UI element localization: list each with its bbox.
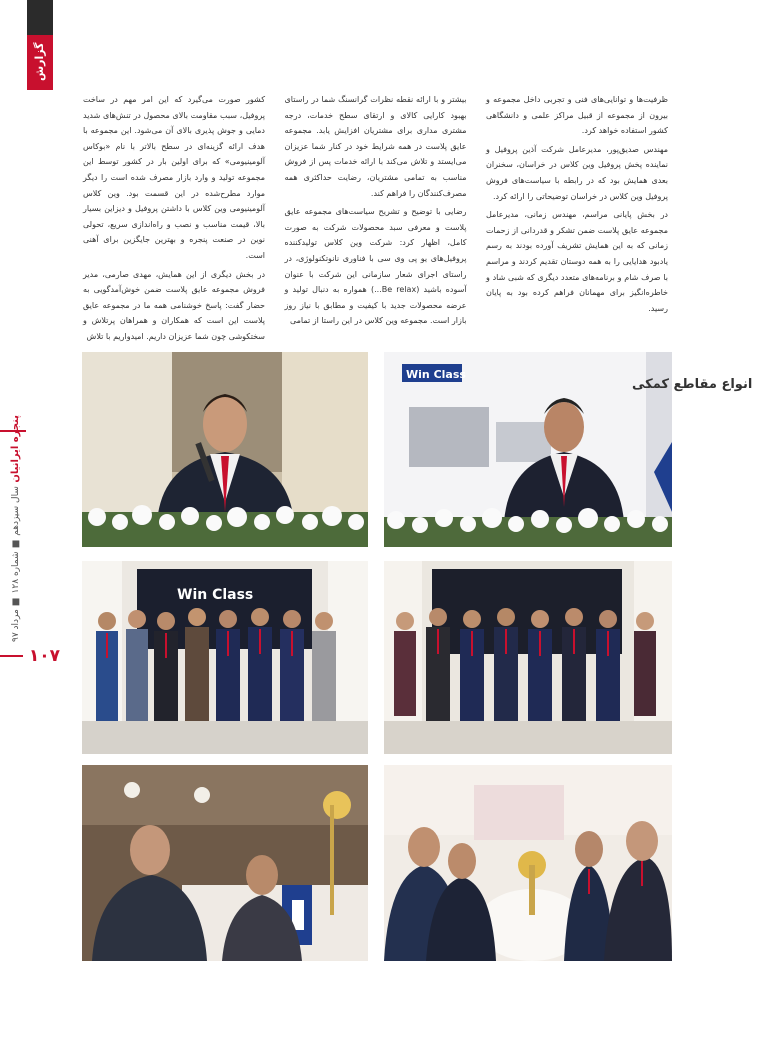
photo-group-left (82, 561, 368, 754)
photo-dinner-right (384, 765, 672, 961)
photo-speaker-left (82, 352, 368, 547)
page-number-bar (0, 655, 23, 657)
paragraph: ظرفیت‌ها و توانایی‌های فنی و تجربی داخل مجموعه و بیرون از مجموعه از قبیل مراکز علمی و دانشگاهی کشور استفاده خواهد کرد. (486, 95, 668, 136)
section-label: گزارش (33, 42, 46, 82)
photo-group-right (384, 561, 672, 754)
page-number: ۱۰۷ (28, 646, 60, 666)
banner-title: انواع مقاطع کمکی (632, 377, 753, 392)
paragraph: کشور صورت می‌گیرد که این امر مهم در ساخت پروفیل، سبب مقاومت بالای محصول در تنش‌های شدید دمایی و جوش ‌پذیری بالای آن می‌شود. این مجموعه با هدف ارائه گزینه‌ای در سطح بالاتر با نام «بوکاس آلومینیومی» که برای اولین بار در کشور توسط این مجموعه تولید و وارد بازار مصرف شده است را دیگر موارد مطرح‌شده در این قسمت بود. وین کلاس آلومینیومی وین کلاس با داشتن پروفیل و دیزاین بسیار بالا، قیمت مناسب و نصب و راه‌اندازی سریع، تحولی نوین در صنعت پنجره و بهترین جایگزین برای آهنی است. (83, 95, 265, 260)
paragraph: مهندس صدیق‌پور، مدیرعامل شرکت آذین پروفیل و نماینده پخش پروفیل وین کلاس در خراسان، سخنران بعدی همایش بود که در رابطه با سیاست‌های فروش پروفیل وین کلاس در خراسان توضیحاتی را ارائه کرد. (486, 144, 668, 201)
paragraph: در بخش پایانی مراسم، مهندس زمانی، مدیرعامل مجموعه عایق پلاست ضمن تشکر و قدردانی از زحمات زمانی که به این همایش تشریف آورده بودند به رسم یادبود هدایایی را به همه دوستان تقدیم کردند و مراسم با صرف شام و برنامه‌های متعدد دیگری که شبی شاد و خاطره‌انگیز برای مهمانان فراهم کرده بود به پایان رسید. (486, 210, 668, 313)
paragraph: بیشتر و با ارائه نقطه نظرات گرانسنگ شما در راستای بهبود کارایی کالای و ارتقای سطح خدمات، درجه مشتری مداری برای مشتریان افزایش یابد. مجموعه عایق پلاست در همه شرایط خود در کنار شما عزیزان می‌ایستد و تلاش می‌کند با ارائه خدمات پس از فروش مناسب به تمامی مشتریان، رضایت حداکثری همه مصرف‌کنندگان را فراهم کند. (284, 95, 467, 198)
photo-dinner-left (82, 765, 368, 961)
article-body (83, 92, 668, 341)
article-column-3 (486, 92, 668, 335)
photo-speaker-right (384, 352, 753, 547)
paragraph: در بخش دیگری از این همایش، مهدی صارمی، مدیر فروش مجموعه عایق پلاست ضمن خوش‌آمدگویی به حضار گفت: پاسخ خوشنامی همه ما در مجموعه عایق پلاست این است که همکاران و همراهان پرتلاش و سختکوشی چون شما عزیزان داریم. امیدواریم با تلاش (83, 269, 265, 341)
magazine-title: پنجره ایرانیان (10, 415, 21, 483)
magazine-issue: سال سیزدهم ■ شماره ۱۲۸ ■ مرداد ۹۷ (11, 486, 21, 642)
screen-brand: Win Class (177, 587, 254, 603)
banner-brand: Win Class (406, 368, 466, 381)
page-number-box (0, 643, 60, 669)
magazine-running-title (4, 415, 28, 642)
article-column-2 (285, 92, 467, 335)
article-column-1 (83, 92, 265, 341)
paragraph: رضایی با توضیح و تشریح سیاست‌های مجموعه عایق پلاست و معرفی سبد محصولات شرکت به صورت کامل، اظهار کرد: شرکت وین کلاس تولیدکننده پروفیل‌های یو پی وی سی با فناوری نانوتکنولوژی، در راستای اجرای شعار سازمانی این شرکت با عنوان آسوده باشید (Be relax...) همواره به دنبال تولید و عرضه محصولات جدید با کیفیت و مطابق با نیاز روز بازار است. مجموعه وین کلاس در این راستا از تمامی (284, 207, 467, 326)
